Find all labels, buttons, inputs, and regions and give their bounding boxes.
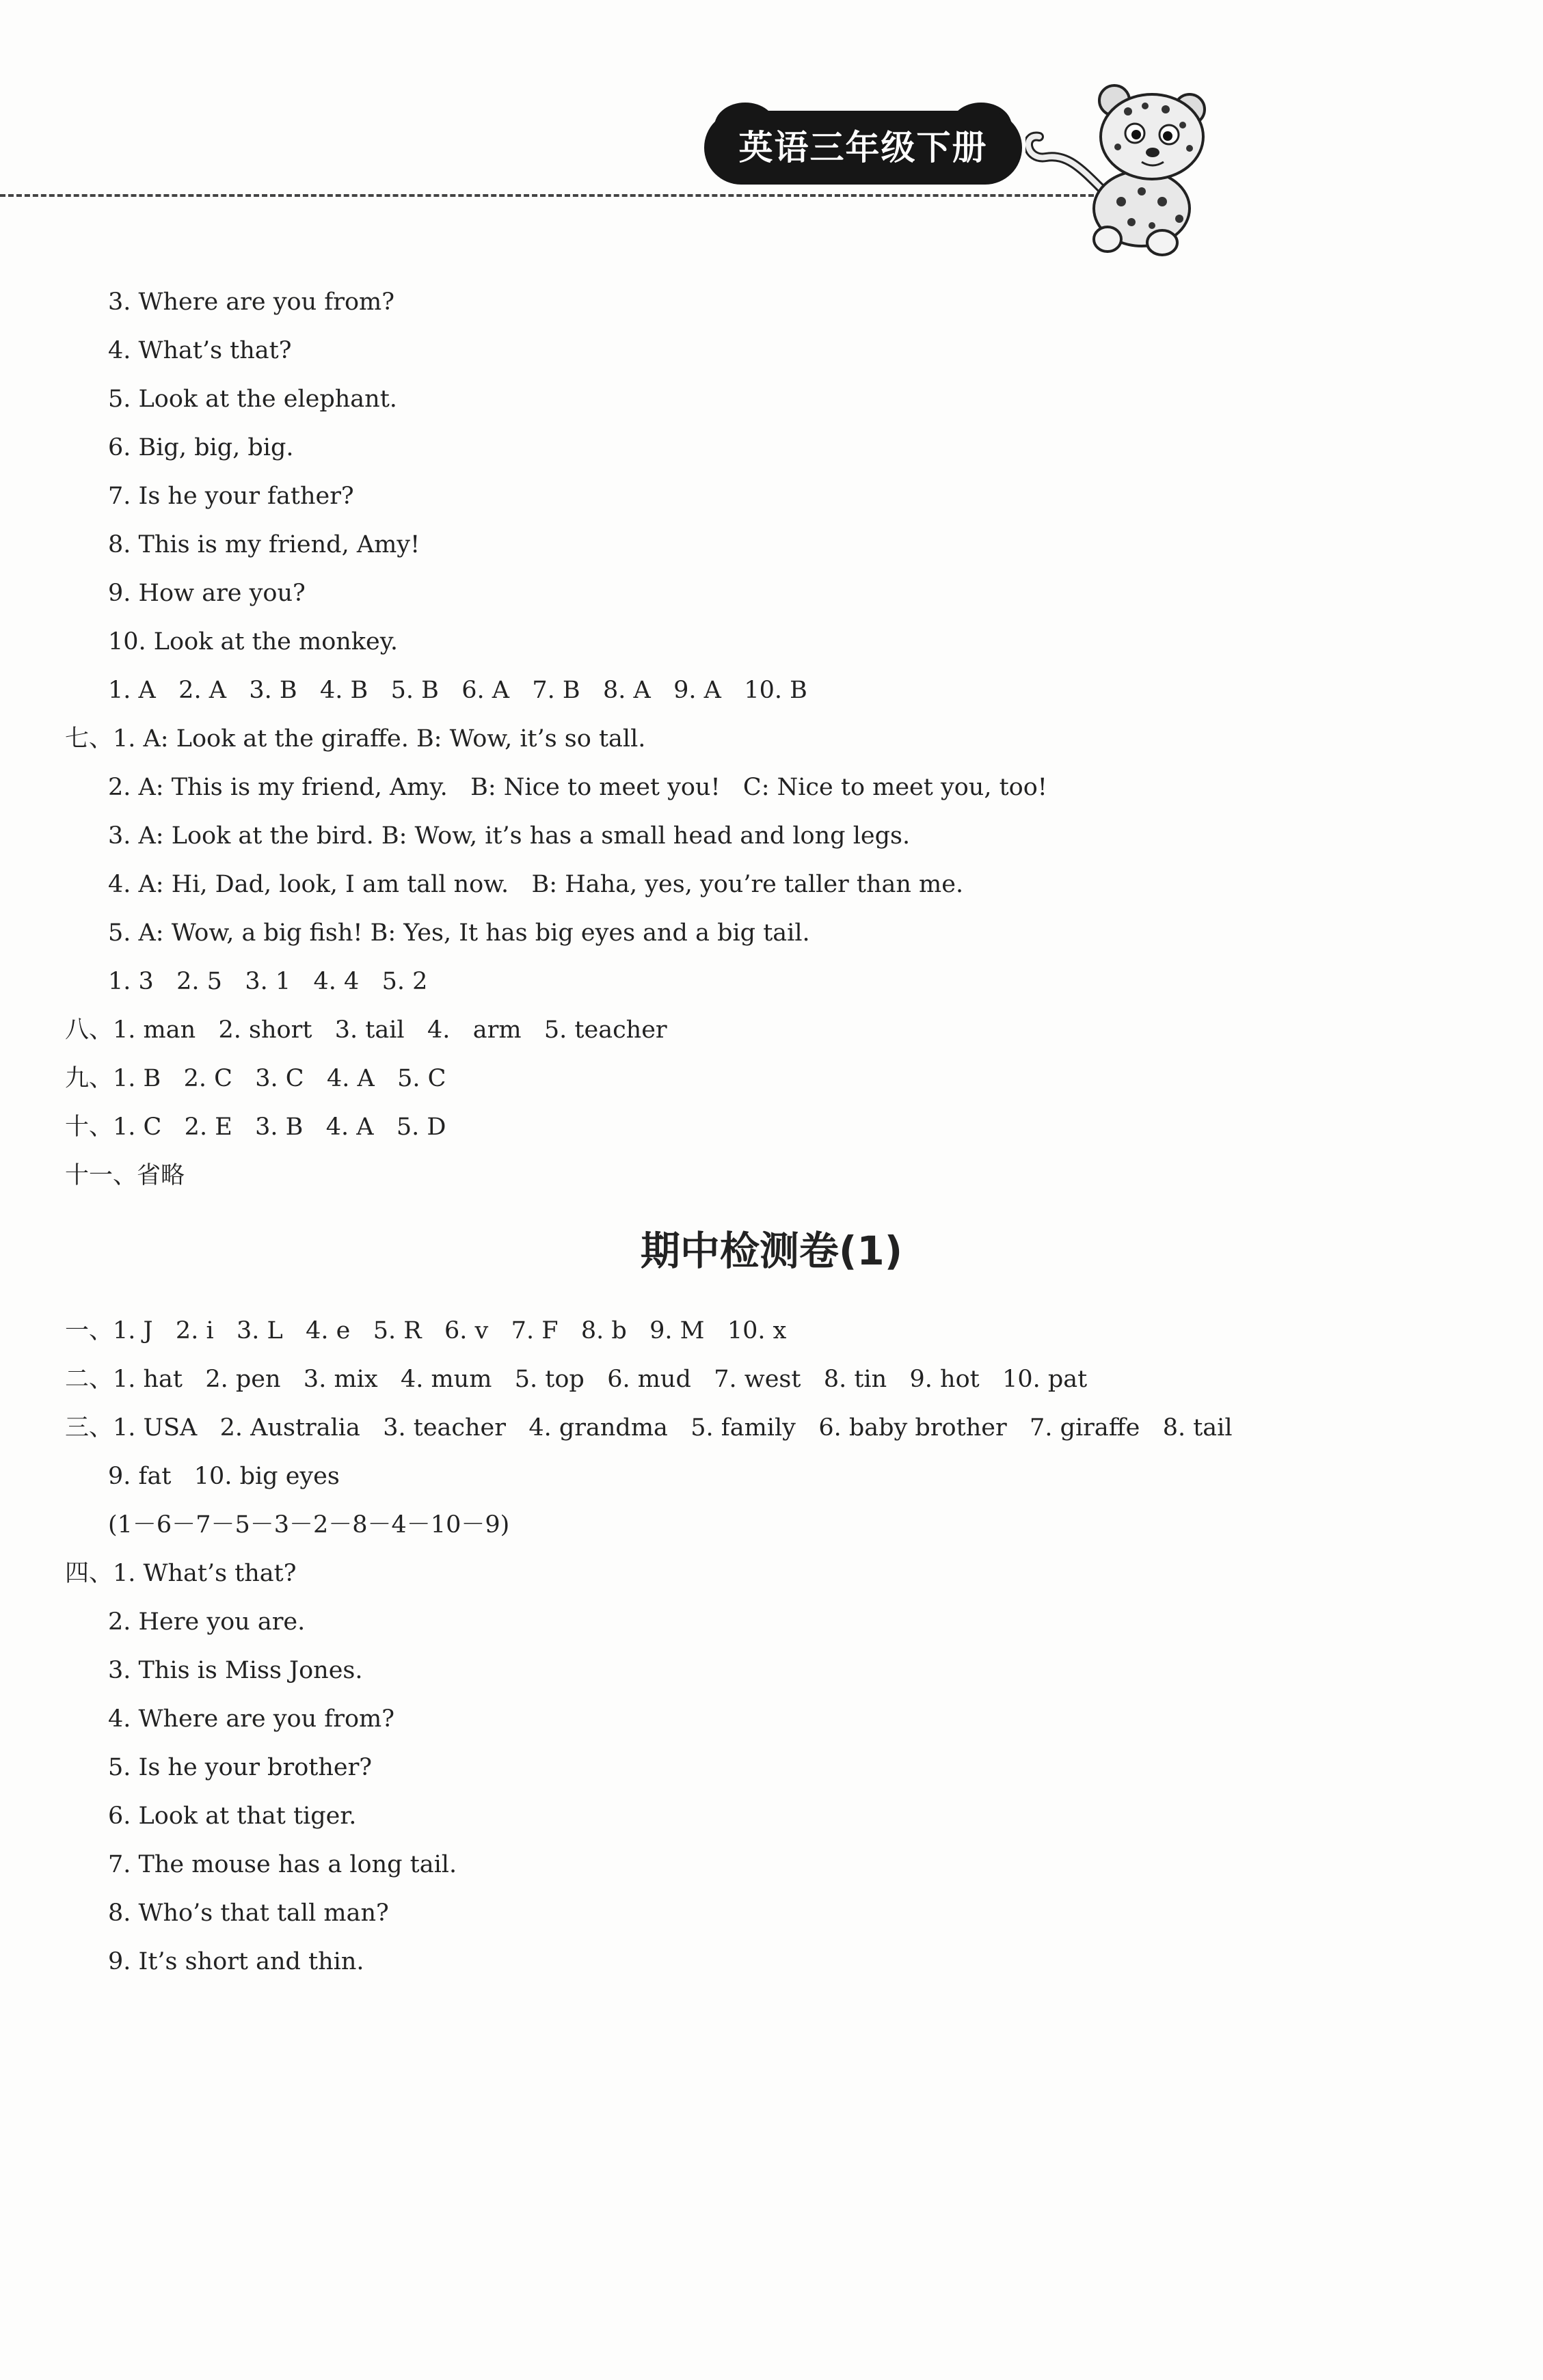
answer-line-b12: 7. The mouse has a long tail. bbox=[108, 1851, 457, 1878]
answer-line-b5: (1－6－7－5－3－2－8－4－10－9) bbox=[108, 1511, 510, 1539]
page-header bbox=[0, 0, 1543, 260]
answer-line-b1: 一、1. J 2. i 3. L 4. e 5. R 6. v 7. F 8. b 9. M 10. x bbox=[65, 1317, 787, 1344]
section-title: 期中检测卷(1) bbox=[640, 1228, 903, 1274]
answer-line-t16: 八、1. man 2. short 3. tail 4. arm 5. teacher bbox=[65, 1016, 667, 1044]
answer-line-t13: 4. A: Hi, Dad, look, I am tall now. B: Haha, yes, you’re taller than me. bbox=[108, 871, 964, 898]
answer-line-b4: 9. fat 10. big eyes bbox=[108, 1463, 340, 1490]
answer-line-t3: 5. Look at the elephant. bbox=[108, 386, 397, 413]
answer-line-b2: 二、1. hat 2. pen 3. mix 4. mum 5. top 6. mud 7. west 8. tin 9. hot 10. pat bbox=[65, 1366, 1088, 1393]
answer-line-t5: 7. Is he your father? bbox=[108, 483, 354, 510]
answer-line-t8: 10. Look at the monkey. bbox=[108, 628, 398, 655]
answer-line-b7: 2. Here you are. bbox=[108, 1608, 306, 1636]
answer-line-b13: 8. Who’s that tall man? bbox=[108, 1899, 389, 1927]
answer-line-t2: 4. What’s that? bbox=[108, 337, 292, 364]
answer-line-b10: 5. Is he your brother? bbox=[108, 1754, 373, 1781]
answer-line-t6: 8. This is my friend, Amy! bbox=[108, 531, 420, 558]
answer-line-t12: 3. A: Look at the bird. B: Wow, it’s has a small head and long legs. bbox=[108, 822, 911, 850]
answer-line-t1: 3. Where are you from? bbox=[108, 288, 394, 316]
header-badge: 英语三年级下册 bbox=[704, 111, 1022, 185]
leopard-cub-icon bbox=[1025, 72, 1251, 263]
answer-line-b14: 9. It’s short and thin. bbox=[108, 1948, 364, 1975]
answer-line-t19: 十一、省略 bbox=[65, 1162, 185, 1189]
answer-line-b3: 三、1. USA 2. Australia 3. teacher 4. grandma 5. family 6. baby brother 7. giraffe 8. tail bbox=[65, 1414, 1233, 1442]
answer-line-b8: 3. This is Miss Jones. bbox=[108, 1657, 363, 1684]
dashed-divider bbox=[0, 194, 1094, 197]
answer-line-t9: 1. A 2. A 3. B 4. B 5. B 6. A 7. B 8. A 9. A 10. B bbox=[108, 677, 807, 704]
answer-line-b9: 4. Where are you from? bbox=[108, 1705, 394, 1733]
answer-line-t7: 9. How are you? bbox=[108, 580, 306, 607]
answer-line-b6: 四、1. What’s that? bbox=[65, 1560, 297, 1587]
answer-line-t10: 七、1. A: Look at the giraffe. B: Wow, it’s so tall. bbox=[65, 725, 646, 753]
answer-line-t11: 2. A: This is my friend, Amy. B: Nice to meet you! C: Nice to meet you, too! bbox=[108, 774, 1047, 801]
answer-line-t17: 九、1. B 2. C 3. C 4. A 5. C bbox=[65, 1065, 446, 1092]
answer-line-t15: 1. 3 2. 5 3. 1 4. 4 5. 2 bbox=[108, 968, 428, 995]
answer-line-t4: 6. Big, big, big. bbox=[108, 434, 294, 461]
answer-line-t18: 十、1. C 2. E 3. B 4. A 5. D bbox=[65, 1113, 446, 1141]
answer-line-b11: 6. Look at that tiger. bbox=[108, 1802, 357, 1830]
answer-line-t14: 5. A: Wow, a big fish! B: Yes, It has big eyes and a big tail. bbox=[108, 919, 810, 947]
